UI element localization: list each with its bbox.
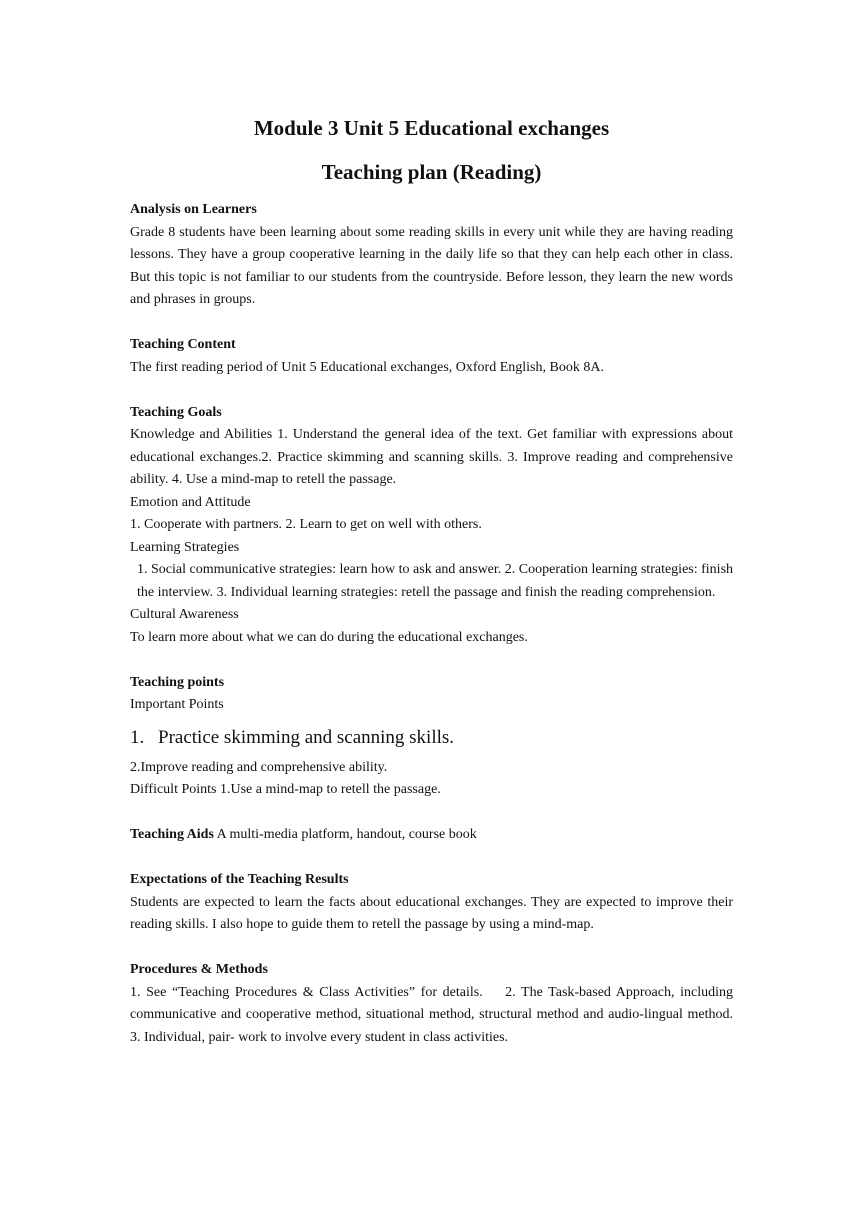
points-section [130, 672, 733, 802]
goals-section [130, 402, 733, 650]
aids-section [130, 824, 733, 847]
procedures-section [130, 959, 737, 1049]
content-section [130, 334, 733, 379]
points-heading: Teaching points [130, 674, 225, 690]
important-point-1-text: Practice skimming and scanning skills. [158, 726, 455, 748]
goals-cultural-label: Cultural Awareness [130, 607, 239, 622]
goals-emotion-label: Emotion and Attitude [130, 494, 251, 510]
important-point-1-number: 1. [130, 726, 145, 748]
goals-strategies-text: 1. Social communicative strategies: learn how to ask and answer. 2. Cooperation learning strategies: finish the interview. 3. Individual learning strategies: retell the passage and finish the reading comprehension. [137, 562, 734, 600]
document-title: Module 3 Unit 5 Educational exchanges [253, 116, 610, 140]
learners-heading: Analysis on Learners [130, 202, 257, 217]
goals-knowledge-text: Knowledge and Abilities 1. Understand the general idea of the text. Get familiar with expressions about educational exchanges.2. Practice skimming and scanning skills. 3. Improve reading and comprehensive ability. 4. Use a mind-map to retell the passage. [130, 427, 733, 487]
goals-emotion-text: 1. Cooperate with partners. 2. Learn to get on well with others. [130, 517, 482, 532]
document-subtitle: Teaching plan (Reading) [321, 160, 542, 184]
points-important-label: Important Points [130, 697, 224, 712]
expectations-section [130, 869, 733, 937]
procedures-heading: Procedures & Methods [130, 962, 268, 977]
aids-text: A multi-media platform, handout, course book [213, 827, 477, 842]
expectations-text: Students are expected to learn the facts about educational exchanges. They are expected to improve their reading skills. I also hope to guide them to retell the passage by using a mind-map. [130, 894, 733, 932]
learners-text: Grade 8 students have been learning about some reading skills in every unit while they are having reading lessons. They have a group cooperative learning in the daily life so that they can help each other in class. But this topic is not familiar to our students from the countryside. Before lesson, they learn the new words and phrases in groups. [130, 224, 733, 307]
aids-line [130, 824, 733, 847]
document-body [130, 199, 737, 1049]
important-point-2: 2.Improve reading and comprehensive ability. [130, 759, 388, 775]
goals-heading: Teaching Goals [130, 404, 222, 420]
content-heading: Teaching Content [130, 337, 236, 352]
difficult-points: Difficult Points 1.Use a mind-map to retell the passage. [130, 782, 441, 797]
important-point-1 [130, 725, 733, 751]
aids-heading: Teaching Aids [130, 827, 214, 842]
procedures-text: 1. See “Teaching Procedures & Class Activities” for details. 2. The Task-based Approach, including communicative and cooperative method, situational method, structural method and audio-lingual method. 3. Individual, pair- work to involve every student in class activities. [130, 984, 737, 1045]
goals-cultural-text: To learn more about what we can do during the educational exchanges. [130, 629, 528, 645]
content-text: The first reading period of Unit 5 Educational exchanges, Oxford English, Book 8A. [130, 359, 604, 375]
learners-section [130, 199, 733, 312]
goals-strategies-label: Learning Strategies [130, 539, 240, 555]
expectations-heading: Expectations of the Teaching Results [130, 872, 349, 887]
